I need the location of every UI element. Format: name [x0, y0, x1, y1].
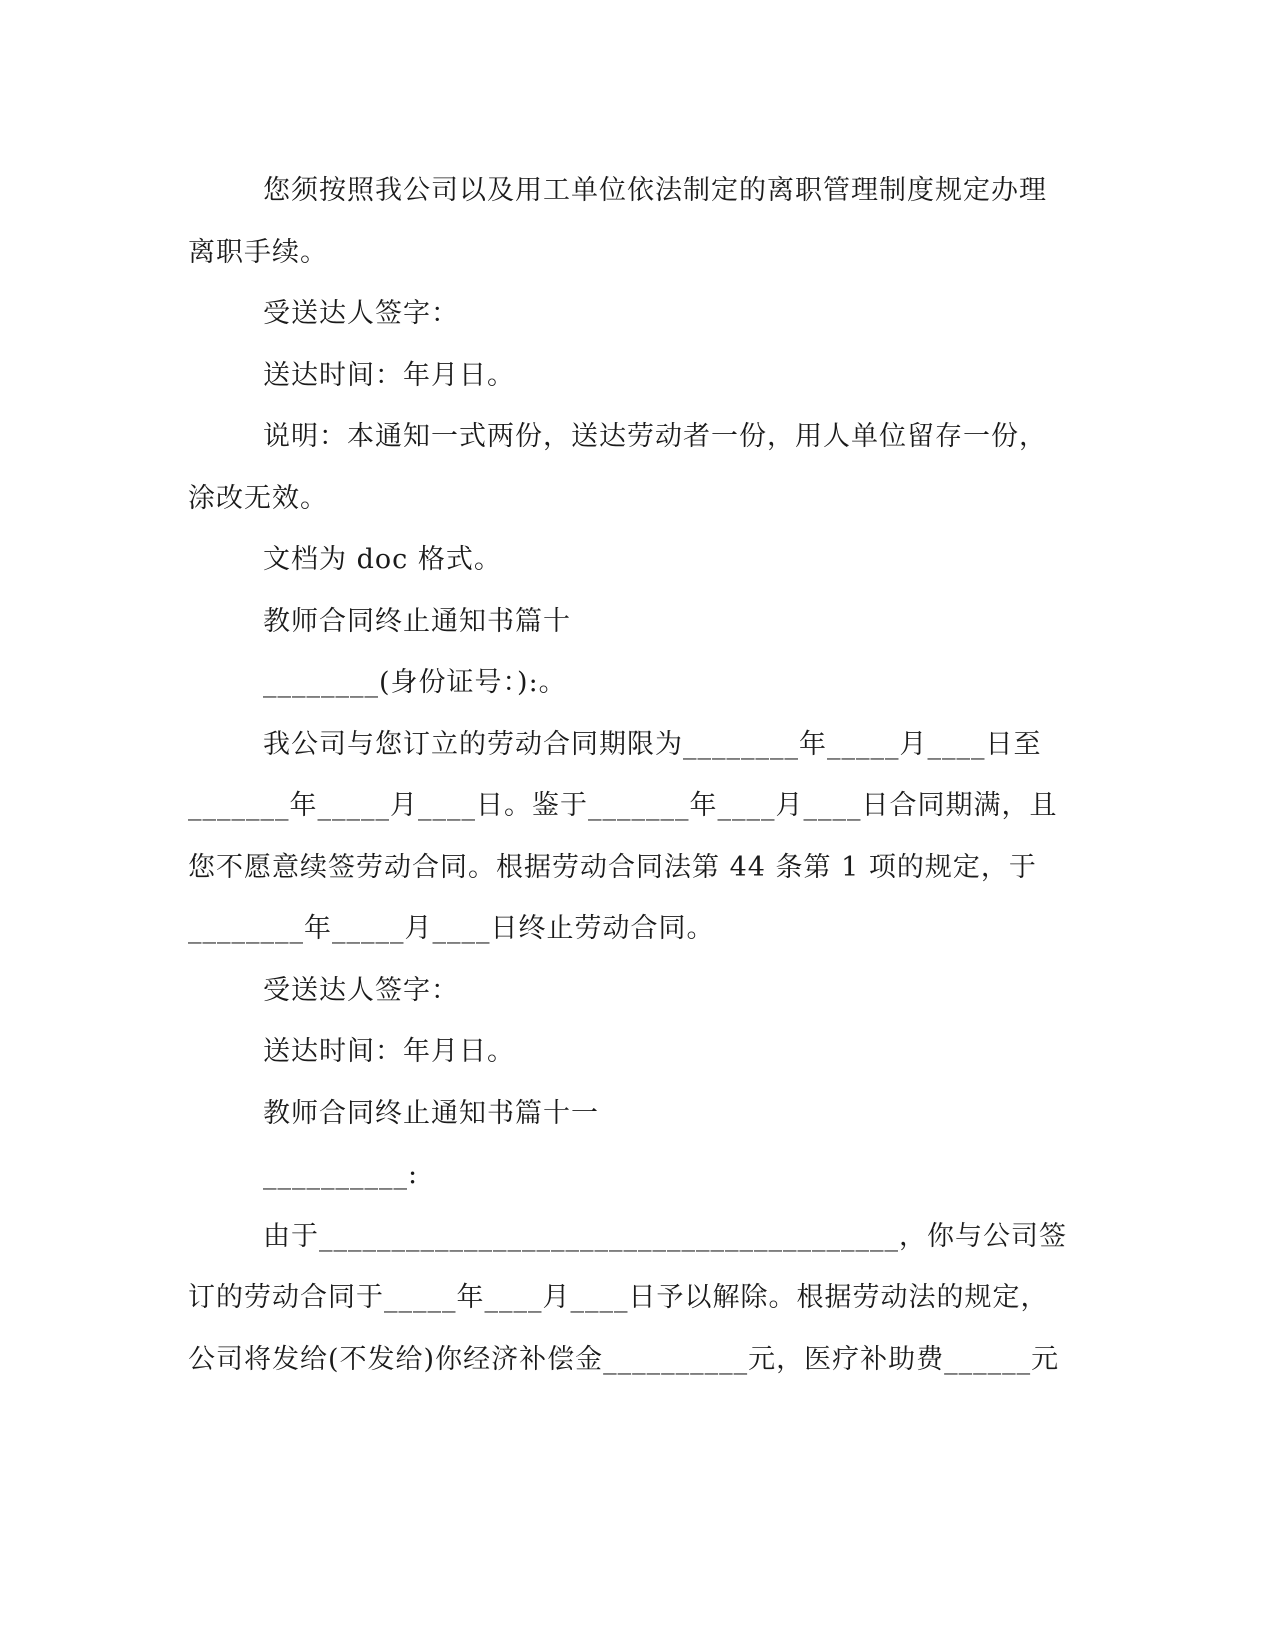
- text-line: ________年_____月____日终止劳动合同。: [188, 913, 715, 944]
- text-line: 送达时间：年月日。: [263, 1036, 515, 1067]
- text-line: 订的劳动合同于_____年____月____日予以解除。根据劳动法的规定，: [188, 1282, 1049, 1313]
- text-line: __________:: [263, 1159, 419, 1190]
- text-line: 送达时间：年月日。: [263, 359, 515, 391]
- text-line: ________(身份证号：):。: [263, 667, 567, 698]
- document-body: [188, 160, 1088, 1390]
- text-line: 文档为 doc 格式。: [263, 544, 502, 575]
- text-line: _______年_____月____日。鉴于_______年____月____日合同期满，且: [188, 790, 1058, 821]
- text-line: 我公司与您订立的劳动合同期限为________年_____月____日至: [263, 728, 1042, 760]
- text-line: 离职手续。: [188, 236, 328, 268]
- text-line: 教师合同终止通知书篇十: [263, 605, 571, 637]
- text-line: 您不愿意续签劳动合同。根据劳动合同法第 44 条第 1 项的规定，于: [188, 851, 1037, 883]
- text-line: 受送达人签字：: [263, 298, 459, 329]
- text-line: 由于________________________________________，你与公司签: [263, 1220, 1067, 1252]
- text-line: 公司将发给(不发给)你经济补偿金__________元，医疗补助费______元: [188, 1343, 1060, 1375]
- text-line: 教师合同终止通知书篇十一: [263, 1097, 599, 1129]
- text-line: 说明：本通知一式两份，送达劳动者一份，用人单位留存一份，: [263, 421, 1047, 452]
- text-line: 涂改无效。: [188, 482, 328, 514]
- text-line: 受送达人签字：: [263, 974, 459, 1006]
- text-line: 您须按照我公司以及用工单位依法制定的离职管理制度规定办理: [263, 175, 1047, 206]
